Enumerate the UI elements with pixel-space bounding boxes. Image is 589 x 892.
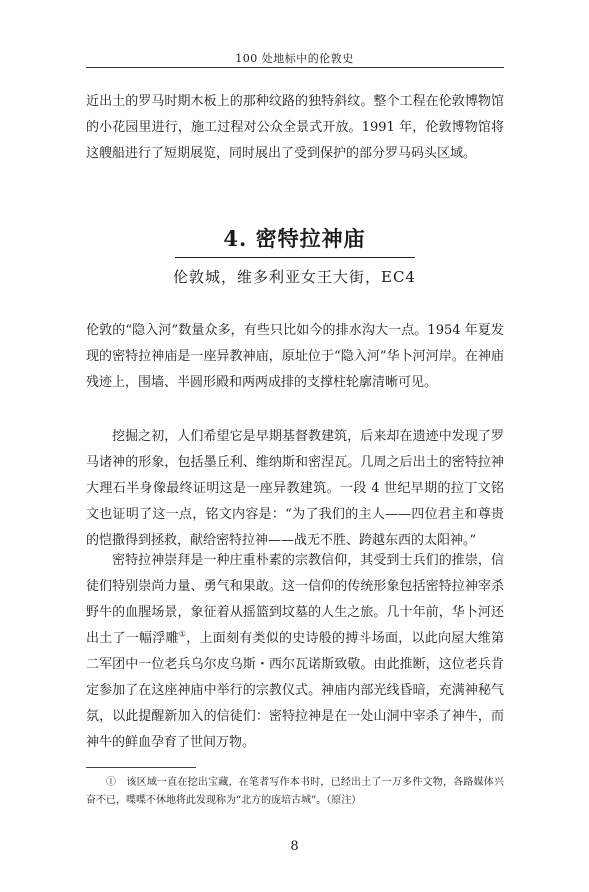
paragraph-text-after-note: ，上面刻有类似的史诗般的搏斗场面，以此向屋大维第二军团中一位老兵乌尔皮乌斯・西尔瓦诺斯致敬。由此推断，这位老兵肯定参加了在这座神庙中举行的宗教仪式。神庙内部光线昏暗，充满神秘气氛，以此提醒新加入的信徒们：密特拉神是在一处山洞中宰杀了神牛，而神牛的鲜血孕育了世间万物。 [86,631,504,750]
running-header: 100 处地标中的伦敦史 [235,52,354,65]
paragraph-intro: 伦敦的“隐入河”数量众多，有些只比如今的排水沟大一点。1954 年夏发现的密特拉神庙是一座异教神庙，原址位于“隐入河”华卜河河岸。在神庙残迹上，围墙、半圆形殿和两两成排的支撑柱轮廓清晰可见。 [86,323,504,390]
paragraph-mithras-cult [86,548,504,756]
paragraph-text-before-note: 密特拉神崇拜是一种庄重朴素的宗教信仰，其受到士兵们的推崇，信徒们特别崇尚力量、勇气和果敢。这一信仰的传统形象包括密特拉神宰杀野牛的血腥场景，象征着从摇篮到坟墓的人生之旅。几十年前，华卜河还出土了一幅浮雕 [86,553,504,646]
footnote-rule [86,767,196,768]
footnote: ① 该区域一直在挖出宝藏，在笔者写作本书时，已经出土了一万多件文物，各路媒体兴奋不已，喋喋不休地将此发现称为“北方的庞培古城”。（原注） [86,777,504,806]
page-number: 8 [290,839,299,854]
paragraph-continued: 近出土的罗马时期木板上的那种纹路的独特斜纹。整个工程在伦敦博物馆的小花园里进行，施工过程对公众全景式开放。1991 年，伦敦博物馆将这艘船进行了短期展览，同时展出了受到保护的部分罗马码头区域。 [86,94,504,161]
chapter-location: 伦敦城，维多利亚女王大街，EC4 [173,268,416,286]
paragraph-excavation: 挖掘之初，人们希望它是早期基督教建筑，后来却在遗迹中发现了罗马诸神的形象，包括墨丘利、维纳斯和密涅瓦。几周之后出土的密特拉神大理石半身像最终证明这是一座异教建筑。一段 4 世纪早期的拉丁文铭文也证明了这一点，铭文内容是：“为了我们的主人——四位君主和尊贵的恺撒得到拯救，献给密特拉神——战无不胜、跨越东西的太阳神。” [86,429,504,548]
footnote-reference[interactable]: ① [178,629,187,639]
title-rule [175,257,415,258]
chapter-title: 4. 密特拉神庙 [223,226,366,251]
header-rule [86,67,504,68]
